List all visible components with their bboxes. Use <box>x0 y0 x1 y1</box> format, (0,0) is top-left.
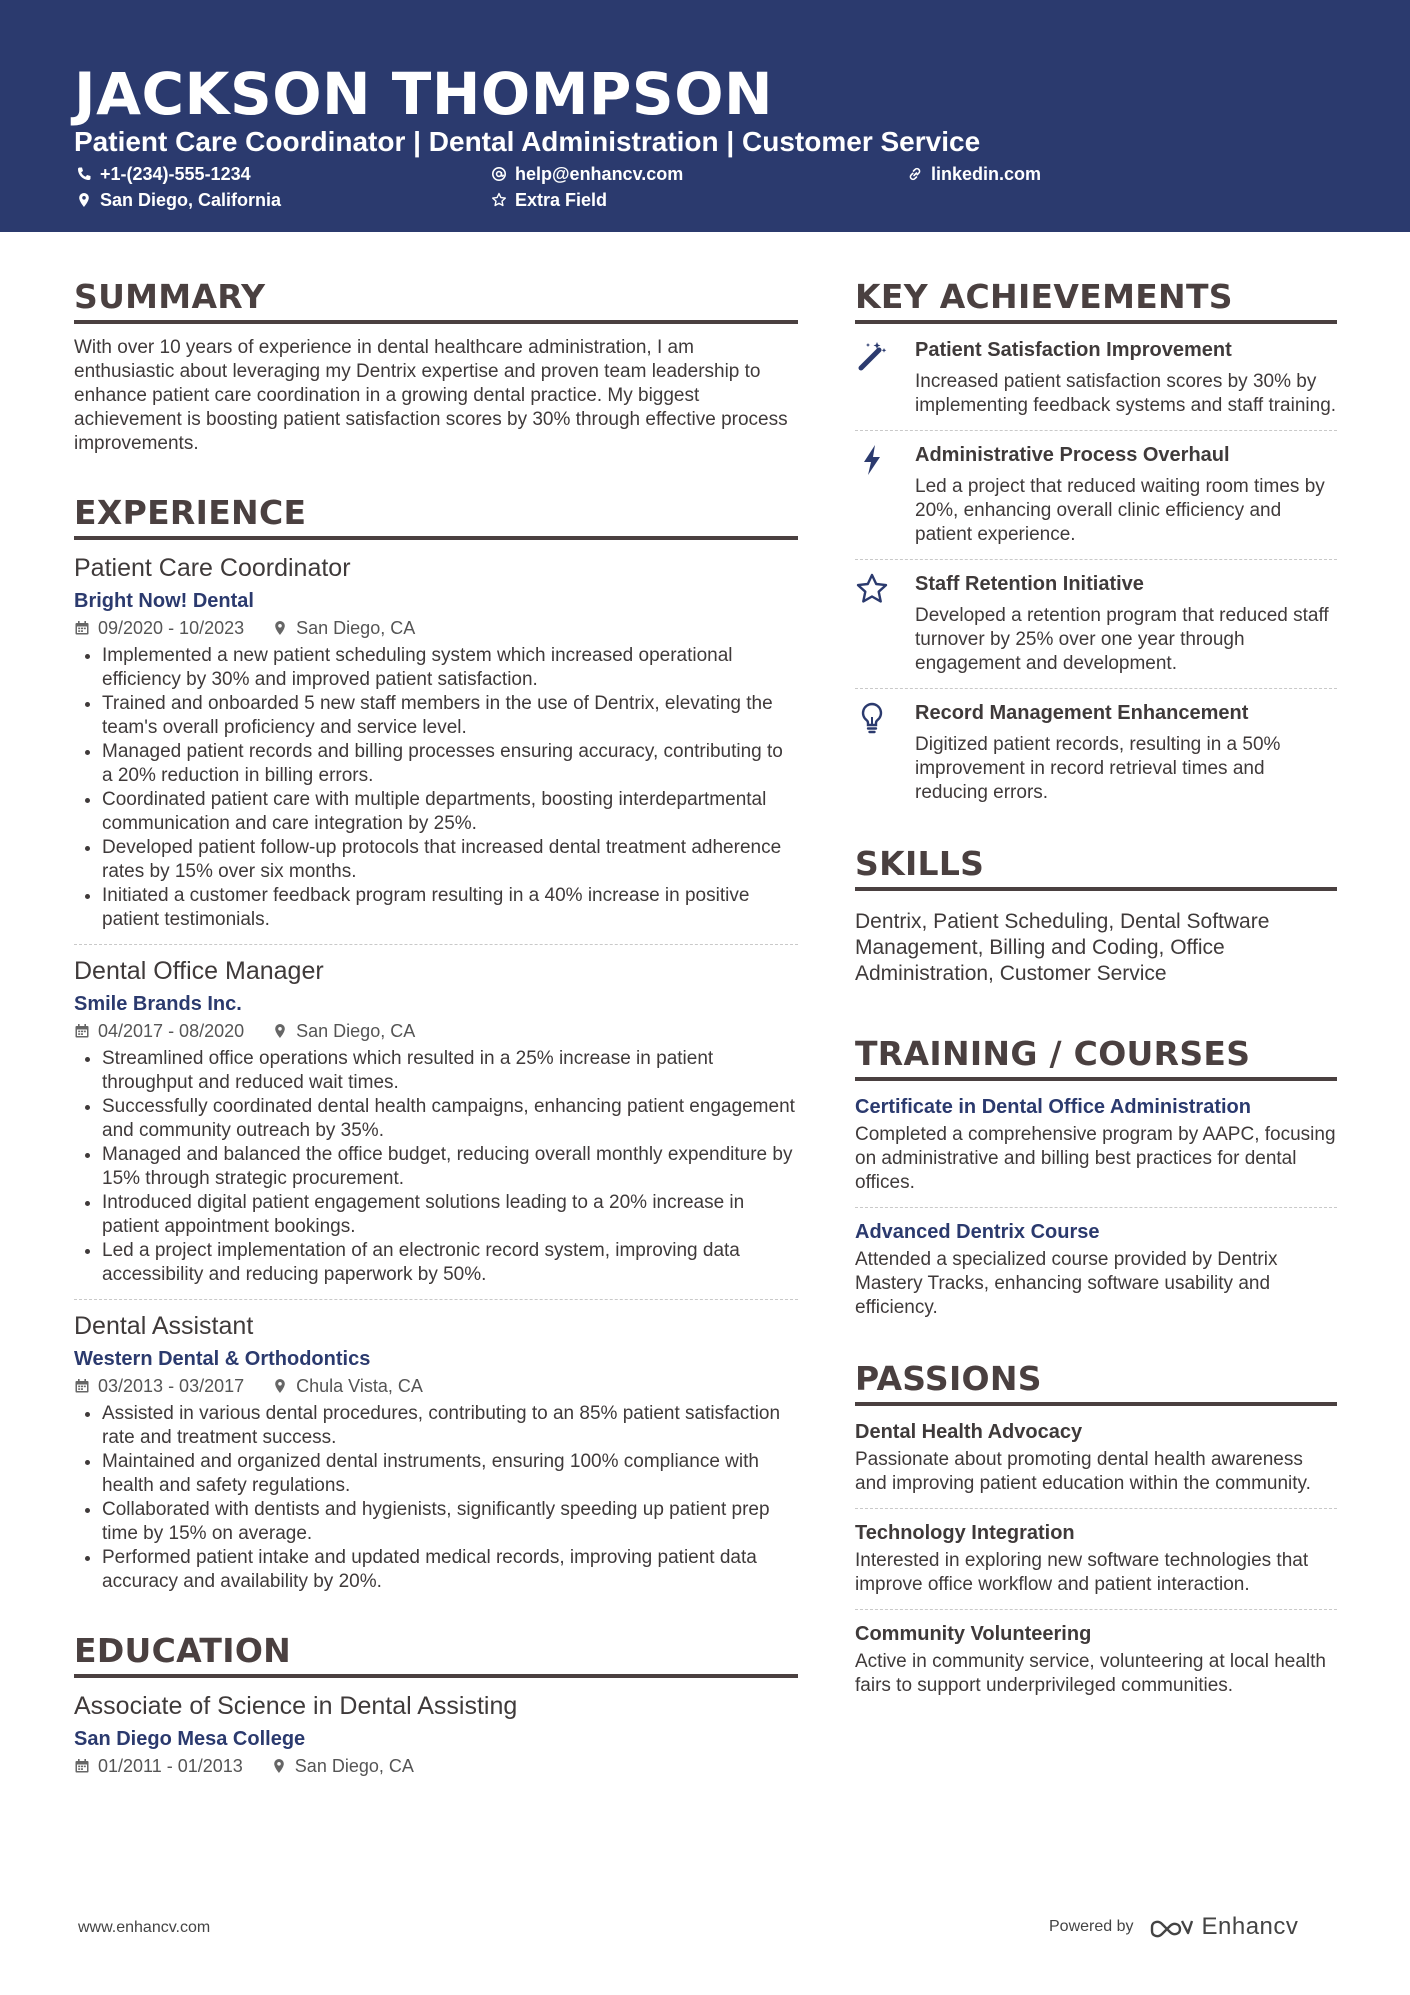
footer-branding <box>1049 1913 1298 1941</box>
bullet-item: • Streamlined office operations which resulted in a 25% increase in patient throughput and reduced wait times. <box>102 1047 798 1095</box>
extra-field-text: Extra Field <box>515 190 608 210</box>
job-meta <box>74 616 798 640</box>
course-title: Advanced Dentrix Course <box>855 1221 1100 1243</box>
calendar-icon <box>74 1758 90 1774</box>
contact-linkedin[interactable] <box>907 162 1041 186</box>
lightning-bolt-icon <box>855 443 889 477</box>
job-entry <box>74 552 798 932</box>
divider <box>855 688 1337 689</box>
achievement-text: Led a project that reduced waiting room times by 20%, enhancing overall clinic efficiency and patient experience. <box>915 476 1325 545</box>
achievements-section <box>855 276 1337 805</box>
location-text: San Diego, California <box>100 190 282 210</box>
right-column <box>855 276 1337 1698</box>
passion-title: Technology Integration <box>855 1522 1075 1544</box>
job-bullets <box>74 1047 798 1287</box>
company-name: Bright Now! Dental <box>74 590 254 612</box>
skills-heading: SKILLS <box>855 843 1337 891</box>
map-pin-icon <box>76 192 92 208</box>
company-name: Western Dental & Orthodontics <box>74 1348 371 1370</box>
experience-section <box>74 492 798 1594</box>
linkedin-text[interactable]: linkedin.com <box>931 164 1042 184</box>
brand-name: Enhancv <box>1201 1913 1299 1940</box>
course-text: Attended a specialized course provided by Dentrix Mastery Tracks, enhancing software usability and efficiency. <box>855 1249 1278 1318</box>
calendar-icon <box>74 620 90 636</box>
passion-text: Interested in exploring new software technologies that improve office workflow and patient interaction. <box>855 1550 1309 1595</box>
job-location: San Diego, CA <box>296 1021 416 1041</box>
calendar-icon <box>74 1378 90 1394</box>
contact-location <box>76 188 281 212</box>
bullet-item: • Successfully coordinated dental health campaigns, enhancing patient engagement and community outreach by 35%. <box>102 1095 798 1143</box>
bullet-item: • Initiated a customer feedback program resulting in a 40% increase in positive patient testimonials. <box>102 884 798 932</box>
divider <box>74 1299 798 1300</box>
enhancv-logo-icon <box>1148 1915 1194 1939</box>
job-meta <box>74 1019 798 1043</box>
job-dates: 04/2017 - 08/2020 <box>98 1021 245 1041</box>
achievement-title: Record Management Enhancement <box>915 702 1249 724</box>
training-section <box>855 1033 1337 1320</box>
achievement-text: Developed a retention program that reduced staff turnover by 25% over one year through engagement and development. <box>915 605 1329 674</box>
summary-section <box>74 276 798 456</box>
bullet-item: • Managed and balanced the office budget, reducing overall monthly expenditure by 15% through strategic procurement. <box>102 1143 798 1191</box>
resume-header <box>0 0 1410 232</box>
achievement-item <box>855 699 1337 805</box>
contact-phone <box>76 162 251 186</box>
passion-text: Active in community service, volunteering at local health fairs to support underprivileged communities. <box>855 1651 1327 1696</box>
bullet-item: • Led a project implementation of an electronic record system, improving data accessibility and reducing paperwork by 50%. <box>102 1239 798 1287</box>
link-icon <box>907 166 923 182</box>
job-title: Dental Assistant <box>74 1312 254 1340</box>
skills-section <box>855 843 1337 987</box>
bullet-item: • Coordinated patient care with multiple departments, boosting interdepartmental communication and care integration by 25%. <box>102 788 798 836</box>
map-pin-icon <box>271 1758 287 1774</box>
achievement-title: Administrative Process Overhaul <box>915 444 1230 466</box>
degree-title: Associate of Science in Dental Assisting <box>74 1692 518 1720</box>
course-title: Certificate in Dental Office Administration <box>855 1096 1251 1118</box>
skills-text: Dentrix, Patient Scheduling, Dental Software Management, Billing and Coding, Office Administration, Customer Service <box>855 910 1270 985</box>
achievement-title: Patient Satisfaction Improvement <box>915 339 1232 361</box>
job-entry <box>74 1310 798 1594</box>
phone-icon <box>76 166 92 182</box>
candidate-name: JACKSON THOMPSON <box>74 60 774 128</box>
bullet-item: • Collaborated with dentists and hygienists, significantly speeding up patient prep time by 15% on average. <box>102 1498 798 1546</box>
job-location: San Diego, CA <box>296 618 416 638</box>
left-column <box>74 276 798 1782</box>
job-bullets <box>74 644 798 932</box>
achievements-heading: KEY ACHIEVEMENTS <box>855 276 1337 324</box>
divider <box>855 559 1337 560</box>
company-name: Smile Brands Inc. <box>74 993 242 1015</box>
powered-by-text: Powered by <box>1049 1918 1134 1935</box>
lightbulb-icon <box>855 701 889 735</box>
job-title: Patient Care Coordinator <box>74 554 351 582</box>
bullet-item: • Trained and onboarded 5 new staff members in the use of Dentrix, elevating the team's overall proficiency and service level. <box>102 692 798 740</box>
map-pin-icon <box>272 620 288 636</box>
job-meta <box>74 1374 798 1398</box>
job-dates: 03/2013 - 03/2017 <box>98 1376 245 1396</box>
bullet-item: • Performed patient intake and updated medical records, improving patient data accuracy and availability by 20%. <box>102 1546 798 1594</box>
school-name: San Diego Mesa College <box>74 1728 306 1750</box>
bullet-item: • Maintained and organized dental instruments, ensuring 100% compliance with health and safety regulations. <box>102 1450 798 1498</box>
bullet-item: • Assisted in various dental procedures, contributing to an 85% patient satisfaction rate and treatment success. <box>102 1402 798 1450</box>
job-dates: 09/2020 - 10/2023 <box>98 618 245 638</box>
divider <box>855 1508 1337 1509</box>
star-icon <box>855 572 889 606</box>
passions-heading: PASSIONS <box>855 1358 1337 1406</box>
contact-email[interactable] <box>491 162 683 186</box>
calendar-icon <box>74 1023 90 1039</box>
bullet-item: • Introduced digital patient engagement solutions leading to a 20% increase in patient appointment bookings. <box>102 1191 798 1239</box>
footer-website[interactable]: www.enhancv.com <box>78 1919 211 1936</box>
experience-heading: EXPERIENCE <box>74 492 798 540</box>
contact-extra <box>491 188 607 212</box>
phone-text: +1-(234)-555-1234 <box>100 164 251 184</box>
achievement-text: Increased patient satisfaction scores by 30% by implementing feedback systems and staff training. <box>915 371 1337 416</box>
map-pin-icon <box>272 1378 288 1394</box>
achievement-item <box>855 570 1337 676</box>
passion-text: Passionate about promoting dental health awareness and improving patient education within the community. <box>855 1449 1311 1494</box>
star-outline-icon <box>491 192 507 208</box>
job-entry <box>74 955 798 1287</box>
divider <box>855 1207 1337 1208</box>
passion-title: Dental Health Advocacy <box>855 1421 1083 1443</box>
at-sign-icon <box>491 166 507 182</box>
achievement-item <box>855 441 1337 547</box>
education-dates: 01/2011 - 01/2013 <box>98 1756 243 1776</box>
job-title: Dental Office Manager <box>74 957 324 985</box>
divider <box>74 944 798 945</box>
summary-text: With over 10 years of experience in dental healthcare administration, I am enthusiastic about leveraging my Dentrix expertise and proven team leadership to enhance patient care coordination in a growing dental practice. My biggest achievement is boosting patient satisfaction scores by 30% through effective process improvements. <box>74 337 788 454</box>
achievement-item <box>855 336 1337 418</box>
magic-wand-icon <box>855 338 889 372</box>
achievement-title: Staff Retention Initiative <box>915 573 1144 595</box>
job-location: Chula Vista, CA <box>296 1376 423 1396</box>
divider <box>855 430 1337 431</box>
education-heading: EDUCATION <box>74 1630 798 1678</box>
education-section <box>74 1630 798 1778</box>
brand-logo[interactable] <box>1148 1913 1299 1941</box>
passions-section <box>855 1358 1337 1698</box>
education-meta <box>74 1754 798 1778</box>
education-location: San Diego, CA <box>294 1756 414 1776</box>
course-text: Completed a comprehensive program by AAPC, focusing on administrative and billing best practices for dental offices. <box>855 1124 1336 1193</box>
job-bullets <box>74 1402 798 1594</box>
bullet-item: • Developed patient follow-up protocols that increased dental treatment adherence rates by 15% over six months. <box>102 836 798 884</box>
bullet-item: • Managed patient records and billing processes ensuring accuracy, contributing to a 20% reduction in billing errors. <box>102 740 798 788</box>
candidate-tagline: Patient Care Coordinator | Dental Administration | Customer Service <box>74 126 981 157</box>
achievement-text: Digitized patient records, resulting in a 50% improvement in record retrieval times and reducing errors. <box>915 734 1281 803</box>
training-heading: TRAINING / COURSES <box>855 1033 1337 1081</box>
bullet-item: • Implemented a new patient scheduling system which increased operational efficiency by 30% and improved patient satisfaction. <box>102 644 798 692</box>
email-text[interactable]: help@enhancv.com <box>515 164 684 184</box>
map-pin-icon <box>272 1023 288 1039</box>
passion-title: Community Volunteering <box>855 1623 1092 1645</box>
summary-heading: SUMMARY <box>74 276 798 324</box>
divider <box>855 1609 1337 1610</box>
